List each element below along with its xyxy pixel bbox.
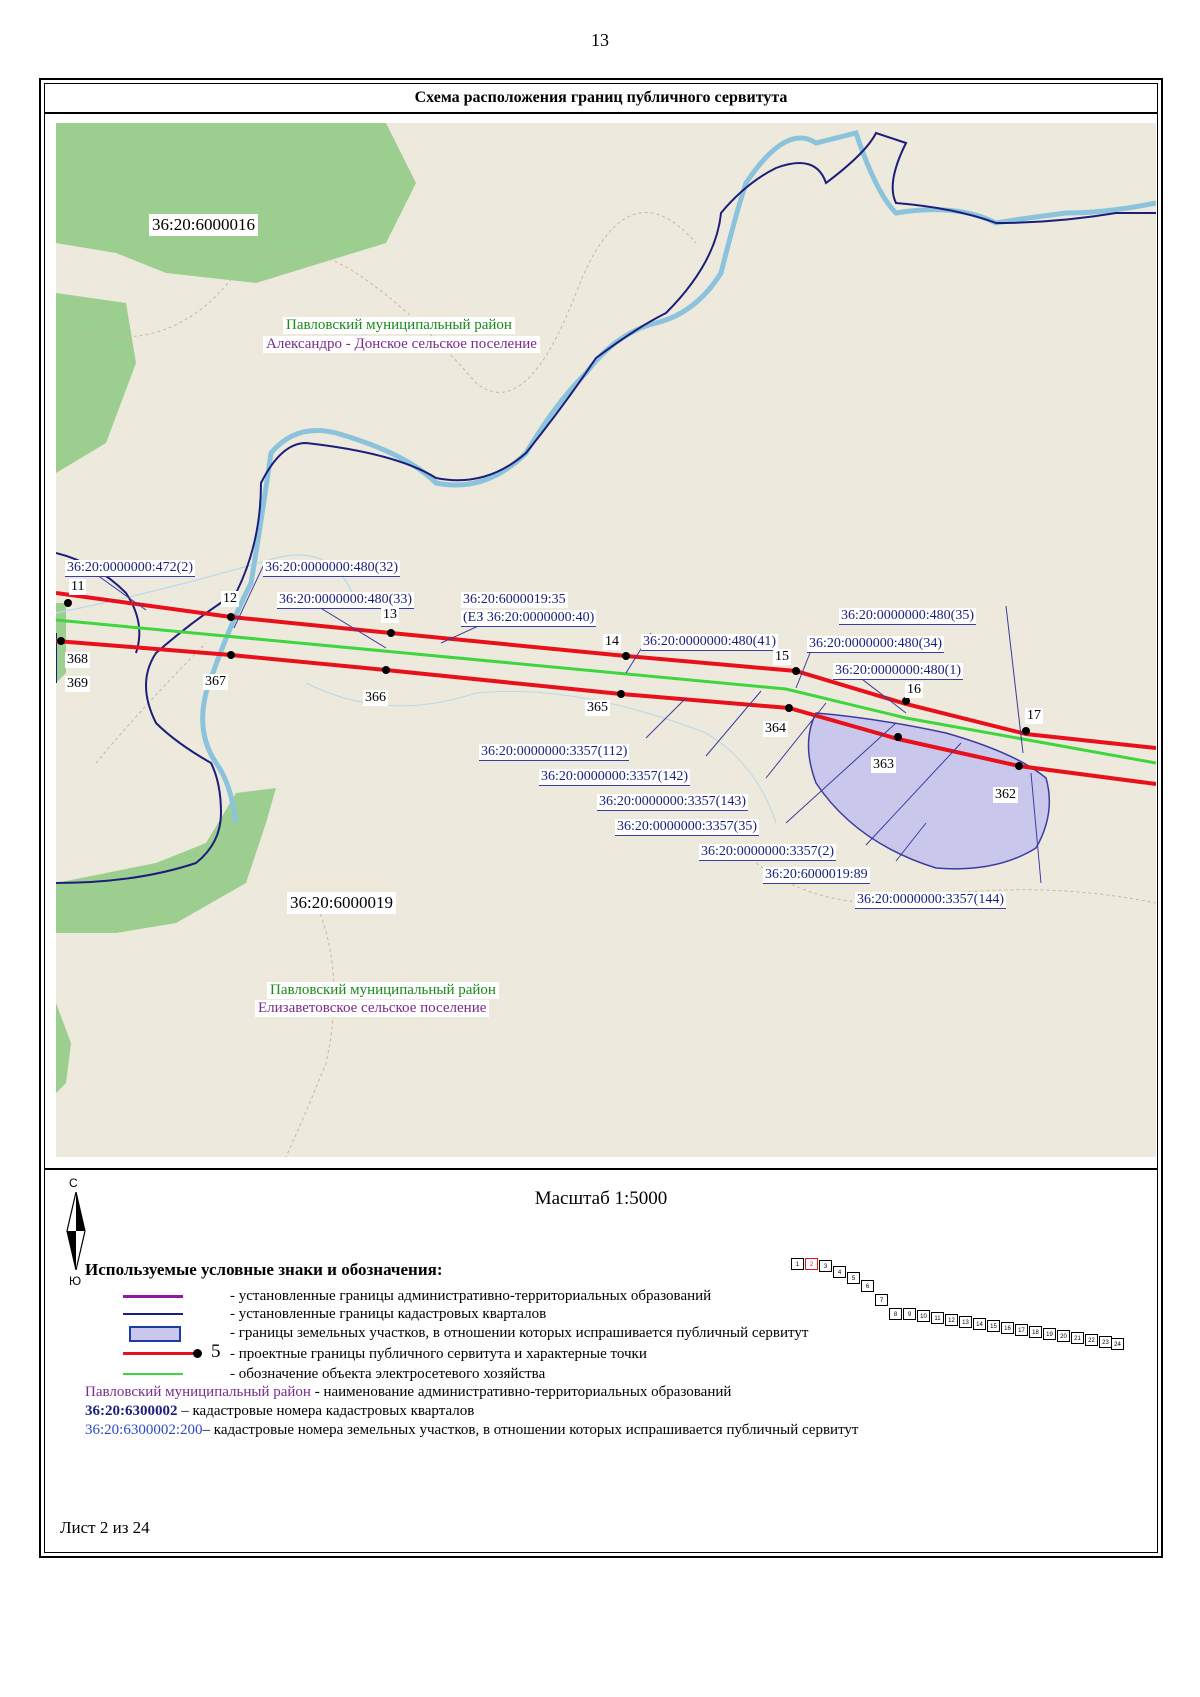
parcel-label: 36:20:0000000:480(33) <box>279 592 412 607</box>
sheet-index-cell: 14 <box>973 1318 986 1330</box>
point-label: 12 <box>223 591 237 606</box>
parcel-label: 36:20:0000000:480(41) <box>643 634 776 649</box>
sheet-index-cell: 15 <box>987 1320 1000 1332</box>
sheet-index-cell: 5 <box>847 1272 860 1284</box>
sheet-index-cell: 22 <box>1085 1334 1098 1346</box>
map-area <box>45 114 1157 1170</box>
parcel-label: 36:20:0000000:480(34) <box>809 636 942 651</box>
legend-item-admin: - установленные границы административно-территориальных образований <box>85 1286 711 1306</box>
point-label: 363 <box>873 757 894 772</box>
map-labels <box>45 114 1145 1168</box>
parcel-label: 36:20:0000000:480(32) <box>265 560 398 575</box>
legend-point-example: 5 <box>211 1341 221 1362</box>
sheet-index-cell: 23 <box>1099 1336 1112 1348</box>
point-label: 369 <box>67 676 88 691</box>
parcel-label: 36:20:0000000:3357(142) <box>541 769 688 784</box>
parcel-label: 36:20:0000000:3357(112) <box>481 744 628 759</box>
quarter-label: 36:20:6000019 <box>287 892 396 914</box>
page-number: 13 <box>591 30 609 50</box>
sheet-index-cell: 21 <box>1071 1332 1084 1344</box>
legend-item-power: - обозначение объекта электросетевого хозяйства <box>85 1364 545 1384</box>
sheet-index-cell: 2 <box>805 1258 818 1270</box>
sheet-index-cell: 16 <box>1001 1322 1014 1334</box>
parcel-label: 36:20:6000019:89 <box>765 867 868 882</box>
admin-settlement-label: Александро - Донское сельское поселение <box>263 336 540 353</box>
sheet-index-cell: 10 <box>917 1310 930 1322</box>
legend-quarter-example: 36:20:6300002 <box>85 1403 178 1419</box>
legend-item-quarter-number: 36:20:6300002 – кадастровые номера кадастровых кварталов <box>85 1403 475 1419</box>
sheet-index-diagram <box>791 1258 1121 1388</box>
sheet-index-cell: 19 <box>1043 1328 1056 1340</box>
sheet-index-cell: 4 <box>833 1266 846 1278</box>
sheet-index-cell: 17 <box>1015 1324 1028 1336</box>
point-label: 368 <box>67 652 88 667</box>
parcel-label: 36:20:0000000:480(1) <box>835 663 961 678</box>
legend-item-admin-name: Павловский муниципальный район - наименование административно-территориальных образований <box>85 1384 732 1400</box>
sheet-index-cell: 9 <box>903 1308 916 1320</box>
admin-district-label: Павловский муниципальный район <box>267 982 499 999</box>
compass-south-label: Ю <box>69 1274 82 1288</box>
sheet-index-cell: 1 <box>791 1258 804 1270</box>
point-label: 365 <box>587 700 608 715</box>
parcel-label: 36:20:0000000:480(35) <box>841 608 974 623</box>
parcel-label: 36:20:0000000:3357(35) <box>617 819 757 834</box>
sheet-index-cell: 6 <box>861 1280 874 1292</box>
point-label: 13 <box>383 607 397 622</box>
legend-item-parcel-number: 36:20:6300002:200– кадастровые номера земельных участков, в отношении которых испрашивается публичный сервитут <box>85 1422 859 1438</box>
sheet-index-cell: 3 <box>819 1260 832 1272</box>
legend-item-parcel: - границы земельных участков, в отношении которых испрашивается публичный сервитут <box>85 1323 808 1343</box>
point-label: 367 <box>205 674 226 689</box>
legend-panel <box>45 1170 1157 1552</box>
legend-item-quarter: - установленные границы кадастровых кварталов <box>85 1304 546 1324</box>
parcel-label: 36:20:0000000:3357(2) <box>701 844 834 859</box>
sheet-index-cell: 24 <box>1111 1338 1124 1350</box>
sheet-index-cell: 12 <box>945 1314 958 1326</box>
admin-settlement-label: Елизаветовское сельское поселение <box>255 1000 489 1017</box>
sheet-index-cell: 20 <box>1057 1330 1070 1342</box>
legend-item-servitude: 5 - проектные границы публичного сервитута и характерные точки <box>85 1344 647 1364</box>
point-label: 366 <box>365 690 386 705</box>
point-label: 364 <box>765 721 786 736</box>
point-label: 14 <box>605 634 619 649</box>
sheet-index-cell: 8 <box>889 1308 902 1320</box>
page-title: Схема расположения границ публичного сервитута <box>45 84 1157 114</box>
compass-north-label: С <box>69 1176 78 1190</box>
parcel-label: 36:20:0000000:3357(144) <box>857 892 1004 907</box>
legend-admin-name-example: Павловский муниципальный район <box>85 1384 311 1400</box>
point-label: 16 <box>907 682 921 697</box>
sheet-index-cell: 11 <box>931 1312 944 1324</box>
document-frame <box>39 78 1163 1558</box>
sheet-number: Лист 2 из 24 <box>60 1518 150 1537</box>
legend-parcel-example: 36:20:6300002:200 <box>85 1422 203 1438</box>
sheet-index-cell: 13 <box>959 1316 972 1328</box>
quarter-label: 36:20:6000016 <box>149 214 258 236</box>
admin-district-label: Павловский муниципальный район <box>283 317 515 334</box>
parcel-label: (ЕЗ 36:20:0000000:40) <box>463 610 595 625</box>
point-label: 11 <box>71 579 85 594</box>
parcel-label: 36:20:6000019:35 <box>463 592 566 607</box>
point-label: 362 <box>995 787 1016 802</box>
parcel-label: 36:20:0000000:472(2) <box>67 560 193 575</box>
point-label: 17 <box>1027 708 1041 723</box>
legend-title: Используемые условные знаки и обозначения: <box>85 1260 443 1279</box>
sheet-index-cell: 7 <box>875 1294 888 1306</box>
compass-arrow-icon <box>61 1192 91 1270</box>
parcel-label: 36:20:0000000:3357(143) <box>599 794 746 809</box>
scale-label: Масштаб 1:5000 <box>534 1188 668 1209</box>
point-label: 15 <box>775 649 789 664</box>
sheet-index-cell: 18 <box>1029 1326 1042 1338</box>
